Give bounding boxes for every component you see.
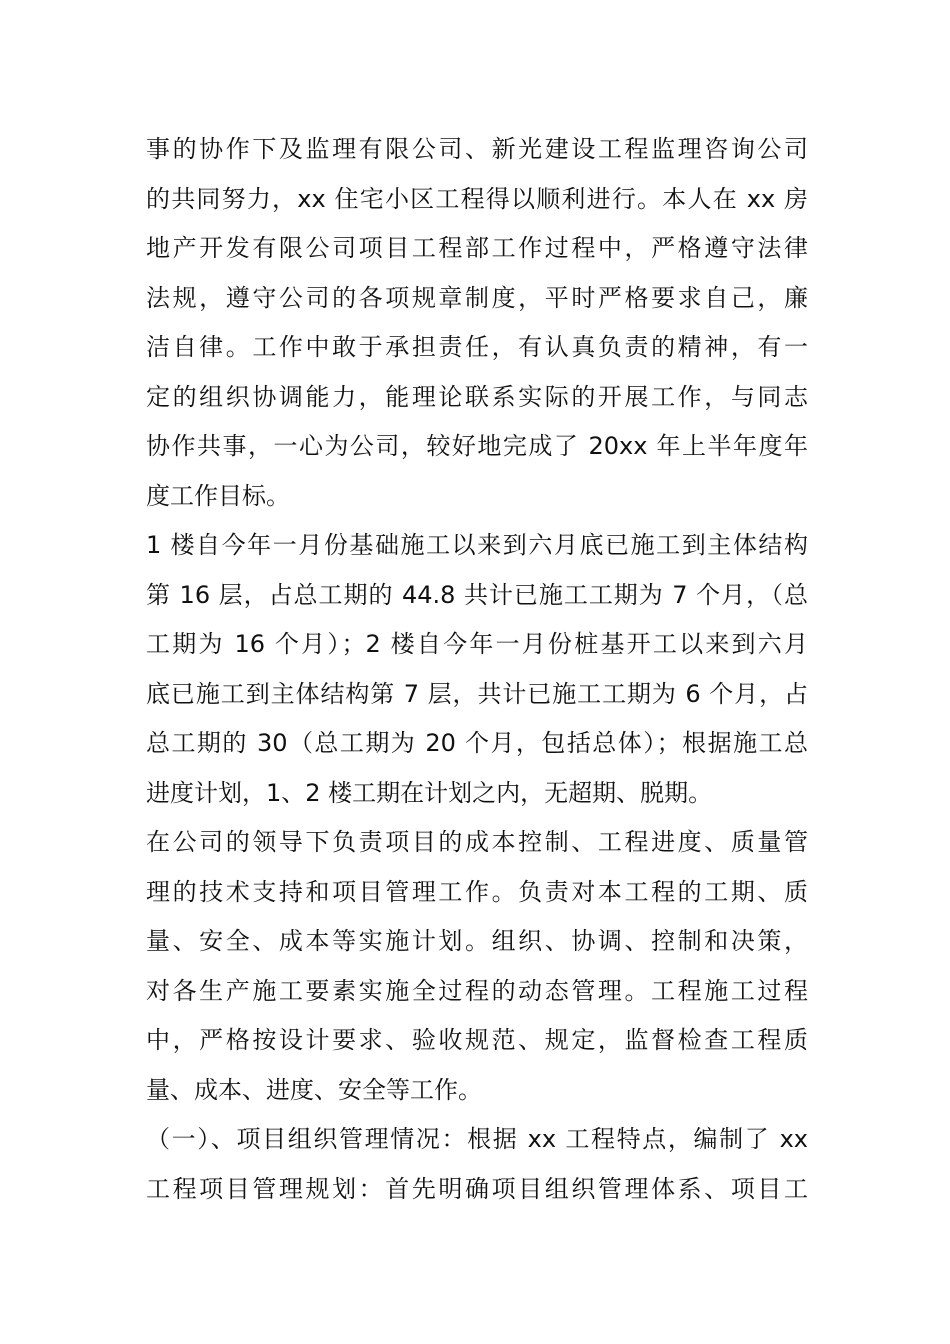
text-line: 协作共事，一心为公司，较好地完成了 20xx 年上半年度年: [146, 432, 808, 460]
text-line: 量、成本、进度、安全等工作。: [146, 1075, 482, 1104]
text-line: 第 16 层，占总工期的 44.8 共计已施工工期为 7 个月，（总: [146, 580, 808, 609]
text-line: 在公司的领导下负责项目的成本控制、工程进度、质量管: [146, 828, 808, 856]
text-line: 法规，遵守公司的各项规章制度，平时严格要求自己，廉: [146, 283, 808, 312]
text-line: 中，严格按设计要求、验收规范、规定，监督检查工程质: [146, 1026, 808, 1054]
text-line: 量、安全、成本等实施计划。组织、协调、控制和决策，: [146, 927, 808, 955]
text-line: 度工作目标。: [146, 481, 290, 510]
text-line: 定的组织协调能力，能理论联系实际的开展工作，与同志: [146, 382, 808, 411]
paragraph-project-management: [146, 1115, 808, 1214]
paragraph-cooperation: [146, 125, 808, 521]
text-line: 事的协作下及监理有限公司、新光建设工程监理咨询公司: [146, 135, 808, 163]
text-line: 进度计划，1、2 楼工期在计划之内，无超期、脱期。: [146, 778, 713, 807]
text-line: 地产开发有限公司项目工程部工作过程中，严格遵守法律: [146, 234, 808, 262]
paragraph-schedule: [146, 521, 808, 818]
document-body: [146, 125, 808, 1214]
text-line: 理的技术支持和项目管理工作。负责对本工程的工期、质: [146, 877, 808, 906]
text-line: 工程项目管理规划：首先明确项目组织管理体系、项目工: [146, 1174, 808, 1203]
text-line: 的共同努力，xx 住宅小区工程得以顺利进行。本人在 xx 房: [146, 184, 808, 213]
text-line: 洁自律。工作中敢于承担责任，有认真负责的精神，有一: [146, 333, 808, 361]
text-line: 对各生产施工要素实施全过程的动态管理。工程施工过程: [146, 976, 808, 1005]
paragraph-responsibilities: [146, 818, 808, 1115]
text-line: 底已施工到主体结构第 7 层，共计已施工工期为 6 个月，占: [146, 679, 808, 708]
text-line: 1 楼自今年一月份基础施工以来到六月底已施工到主体结构: [146, 531, 808, 559]
text-line: 工期为 16 个月）；2 楼自今年一月份桩基开工以来到六月: [146, 630, 808, 658]
text-line: （一）、项目组织管理情况：根据 xx 工程特点，编制了 xx: [146, 1125, 808, 1153]
text-line: 总工期的 30（总工期为 20 个月，包括总体）；根据施工总: [146, 729, 808, 757]
